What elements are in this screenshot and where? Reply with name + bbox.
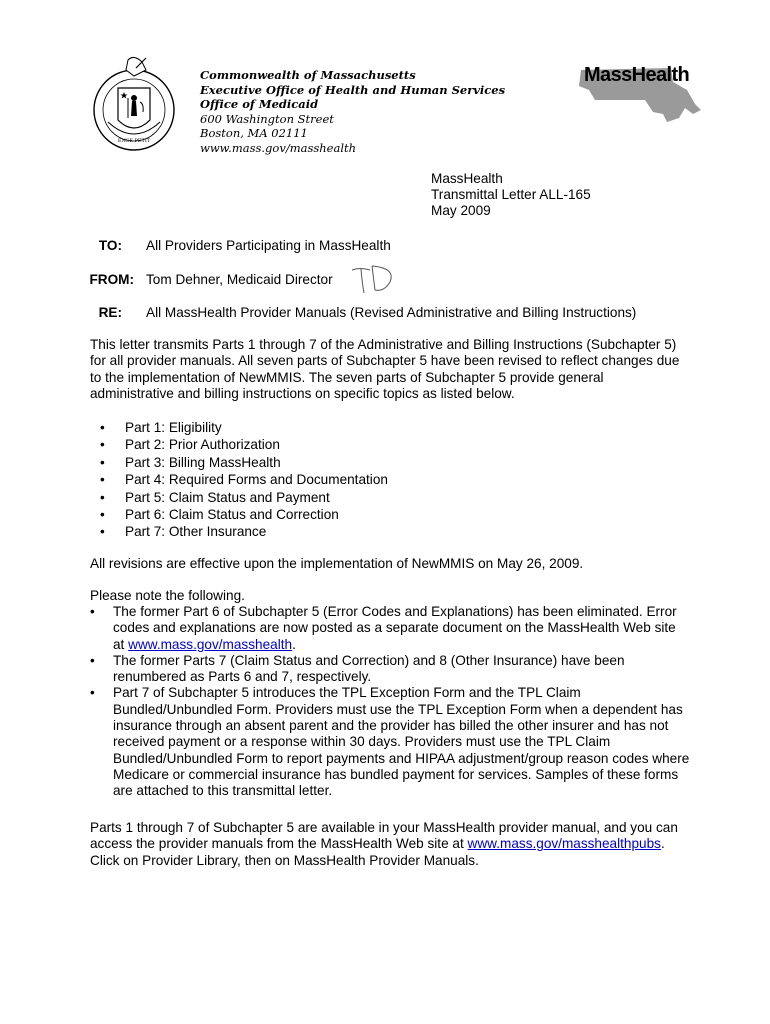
intro-paragraph: This letter transmits Parts 1 through 7 of the Administrative and Billing Instructions (Subchapter 5) for all provider manuals. All seven parts of Subchapter 5 have been revised to reflect changes due to the implementation of NewMMIS. The seven parts of Subchapter 5 provide general administrative and billing instructions on specific topics as listed below.: [90, 337, 680, 401]
masshealthpubs-link[interactable]: www.mass.gov/masshealthpubs: [467, 836, 661, 852]
agency-block: [200, 68, 505, 156]
to-value: All Providers Participating in MassHealth: [146, 238, 391, 253]
notes-list: [90, 604, 690, 800]
svg-text:ENSE PETIT: ENSE PETIT: [117, 138, 151, 144]
list-item: • Part 1: Eligibility: [100, 419, 388, 436]
signature-initials-text: TD: [350, 262, 352, 263]
parts-list: [100, 419, 388, 541]
note-item-2: • The former Parts 7 (Claim Status and Correction) and 8 (Other Insurance) have been renumbered as Parts 6 and 7, respectively.: [90, 653, 690, 686]
from-label: FROM:: [89, 272, 134, 287]
note-1-text: The former Part 6 of Subchapter 5 (Error Codes and Explanations) has been eliminated. Error codes and explanations are now posted as a separate document on the MassHealth Web site at: [113, 604, 677, 652]
effective-date-paragraph: All revisions are effective upon the implementation of NewMMIS on May 26, 2009.: [90, 556, 584, 571]
list-item: • Part 4: Required Forms and Documentation: [100, 471, 388, 488]
closing-end: . Click on Provider Library, then on MassHealth Provider Manuals.: [90, 836, 665, 868]
address-line-2: Boston, MA 02111: [200, 126, 308, 141]
re-label: RE:: [98, 305, 122, 320]
list-item: • Part 5: Claim Status and Payment: [100, 489, 388, 506]
re-value: All MassHealth Provider Manuals (Revised Administrative and Billing Instructions): [146, 305, 637, 320]
list-item: • Part 3: Billing MassHealth: [100, 454, 388, 471]
doc-letter-number: Transmittal Letter ALL-165: [431, 187, 591, 203]
agency-line-2: Executive Office of Health and Human Services: [200, 82, 506, 97]
closing-text: Parts 1 through 7 of Subchapter 5 are available in your MassHealth provider manual, and you can access the provider manuals from the MassHealth Web site at: [90, 820, 678, 852]
list-item: • Part 7: Other Insurance: [100, 523, 388, 540]
note-item-3: • Part 7 of Subchapter 5 introduces the TPL Exception Form and the TPL Claim Bundled/Unbundled Form. Providers must use the TPL Exception Form when a dependent has insurance through an absent parent and the provider has billed the other insurer and has not received payment or a response within 30 days. Providers must use the TPL Claim Bundled/Unbundled Form to report payments and HIPAA adjustment/group reason codes where Medicare or commercial insurance has bundled payment for services. Samples of these forms are attached to this transmittal letter.: [90, 685, 690, 799]
massachusetts-seal-icon: [88, 50, 180, 154]
from-value: Tom Dehner, Medicaid Director: [146, 272, 333, 287]
list-item: • Part 2: Prior Authorization: [100, 436, 388, 453]
agency-website: www.mass.gov/masshealth: [200, 140, 357, 155]
note-item-1: [90, 604, 690, 653]
closing-paragraph: [90, 820, 690, 869]
agency-line-3: Office of Medicaid: [200, 97, 319, 112]
address-line-1: 600 Washington Street: [200, 111, 334, 126]
agency-line-1: Commonwealth of Massachusetts: [200, 68, 416, 82]
doc-date: May 2009: [431, 203, 491, 219]
masshealth-logo-text: MassHealth: [584, 64, 690, 86]
doc-program: MassHealth: [431, 171, 503, 186]
document-identifier: [431, 171, 591, 220]
list-item: • Part 6: Claim Status and Correction: [100, 506, 388, 523]
masshealth-website-link[interactable]: www.mass.gov/masshealth: [128, 636, 293, 652]
note-intro: Please note the following.: [90, 588, 245, 603]
signature-initials: [350, 262, 396, 296]
note-1-end: .: [292, 636, 296, 652]
to-label: TO:: [98, 238, 122, 253]
